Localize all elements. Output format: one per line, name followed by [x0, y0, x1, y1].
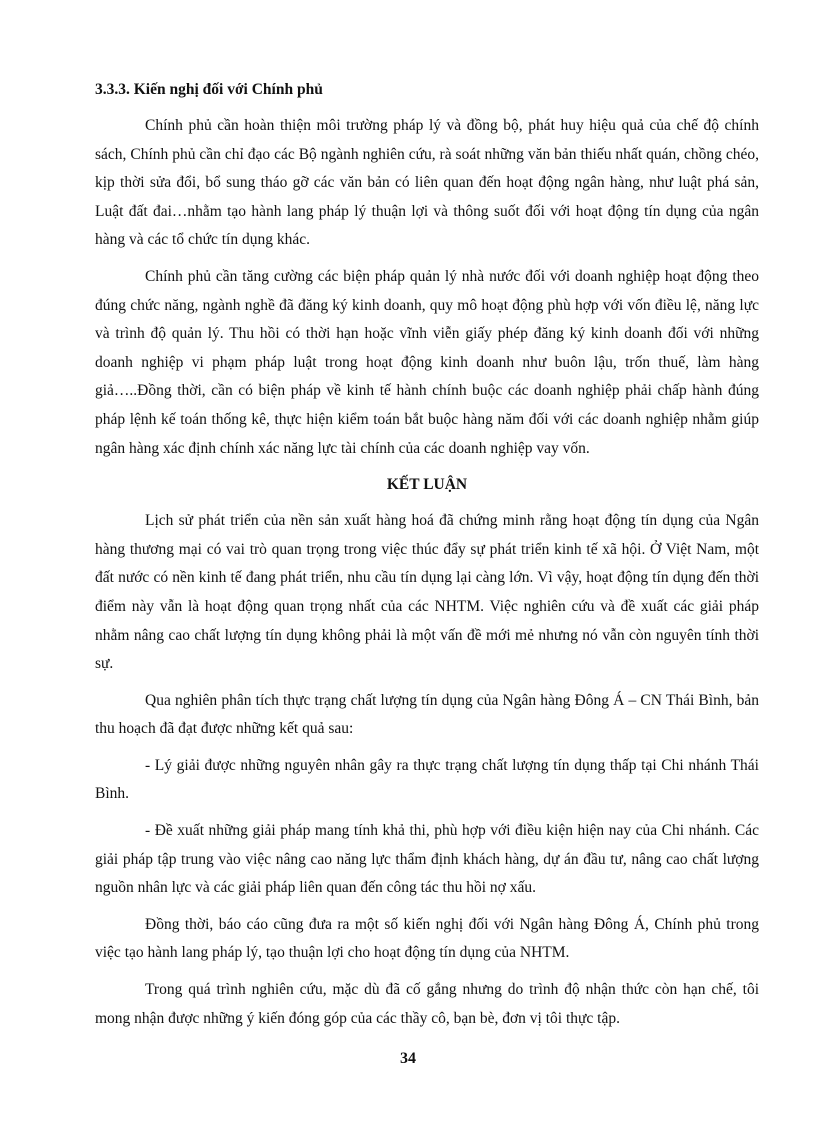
conclusion-title: KẾT LUẬN	[386, 476, 468, 494]
list-item: - Đề xuất những giải pháp mang tính khả thi, phù hợp với điều kiện hiện nay của Chi nhánh. Các giải pháp tập trung vào việc nâng cao năng lực thẩm định khách hàng, dự án đầu tư, nâng cao chất lượng nguồn nhân lực và các giải pháp liên quan đến công tác thu hồi nợ xấu.	[95, 822, 759, 897]
list-item: - Lý giải được những nguyên nhân gây ra thực trạng chất lượng tín dụng thấp tại Chi nhánh Thái Bình.	[95, 756, 759, 803]
paragraph: Chính phủ cần hoàn thiện môi trường pháp lý và đồng bộ, phát huy hiệu quả của chế độ chính sách, Chính phủ cần chỉ đạo các Bộ ngành nghiên cứu, rà soát những văn bản thiếu nhất quán, chồng chéo, kịp thời sửa đổi, bổ sung tháo gỡ các văn bản có liên quan đến hoạt động ngân hàng, như luật phá sản, Luật đất đai…nhằm tạo hành lang pháp lý thuận lợi và thông suốt đối với hoạt động tín dụng của ngân hàng và các tổ chức tín dụng khác.	[95, 117, 759, 249]
section-heading: 3.3.3. Kiến nghị đối với Chính phủ	[95, 81, 323, 98]
paragraph: Lịch sử phát triển của nền sản xuất hàng hoá đã chứng minh rằng hoạt động tín dụng của Ngân hàng thương mại có vai trò quan trọng trong việc thúc đẩy sự phát triển kinh tế xã hội. Ở Việt Nam, một đất nước có nền kinh tế đang phát triển, nhu cầu tín dụng lại càng lớn. Vì vậy, hoạt động tín dụng đến thời điểm này vẫn là hoạt động quan trọng nhất của các NHTM. Việc nghiên cứu và đề xuất các giải pháp nhằm nâng cao chất lượng tín dụng không phải là một vấn đề mới mẻ nhưng nó vẫn còn nguyên tính thời sự.	[95, 512, 759, 673]
paragraph: Chính phủ cần tăng cường các biện pháp quản lý nhà nước đối với doanh nghiệp hoạt động theo đúng chức năng, ngành nghề đã đăng ký kinh doanh, quy mô hoạt động phù hợp với vốn điều lệ, năng lực và trình độ quản lý. Thu hồi có thời hạn hoặc vĩnh viễn giấy phép đăng ký kinh doanh đối với những doanh nghiệp vi phạm pháp luật trong hoạt động kinh doanh như buôn lậu, trốn thuế, làm hàng giả…..Đồng thời, cần có biện pháp về kinh tế hành chính buộc các doanh nghiệp phải chấp hành đúng pháp lệnh kế toán thống kê, thực hiện kiểm toán bắt buộc hàng năm đối với các doanh nghiệp nhằm giúp ngân hàng xác định chính xác năng lực tài chính của các doanh nghiệp vay vốn.	[95, 267, 759, 457]
paragraph: Qua nghiên phân tích thực trạng chất lượng tín dụng của Ngân hàng Đông Á – CN Thái Bình, bản thu hoạch đã đạt được những kết quả sau:	[95, 691, 759, 738]
paragraph: Trong quá trình nghiên cứu, mặc dù đã cố gắng nhưng do trình độ nhận thức còn hạn chế, tôi mong nhận được những ý kiến đóng góp của các thầy cô, bạn bè, đơn vị tôi thực tập.	[95, 981, 759, 1027]
paragraph: Đồng thời, báo cáo cũng đưa ra một số kiến nghị đối với Ngân hàng Đông Á, Chính phủ trong việc tạo hành lang pháp lý, tạo thuận lợi cho hoạt động tín dụng của NHTM.	[95, 915, 759, 962]
document-page	[95, 76, 759, 1041]
page-number: 34	[400, 1050, 416, 1067]
